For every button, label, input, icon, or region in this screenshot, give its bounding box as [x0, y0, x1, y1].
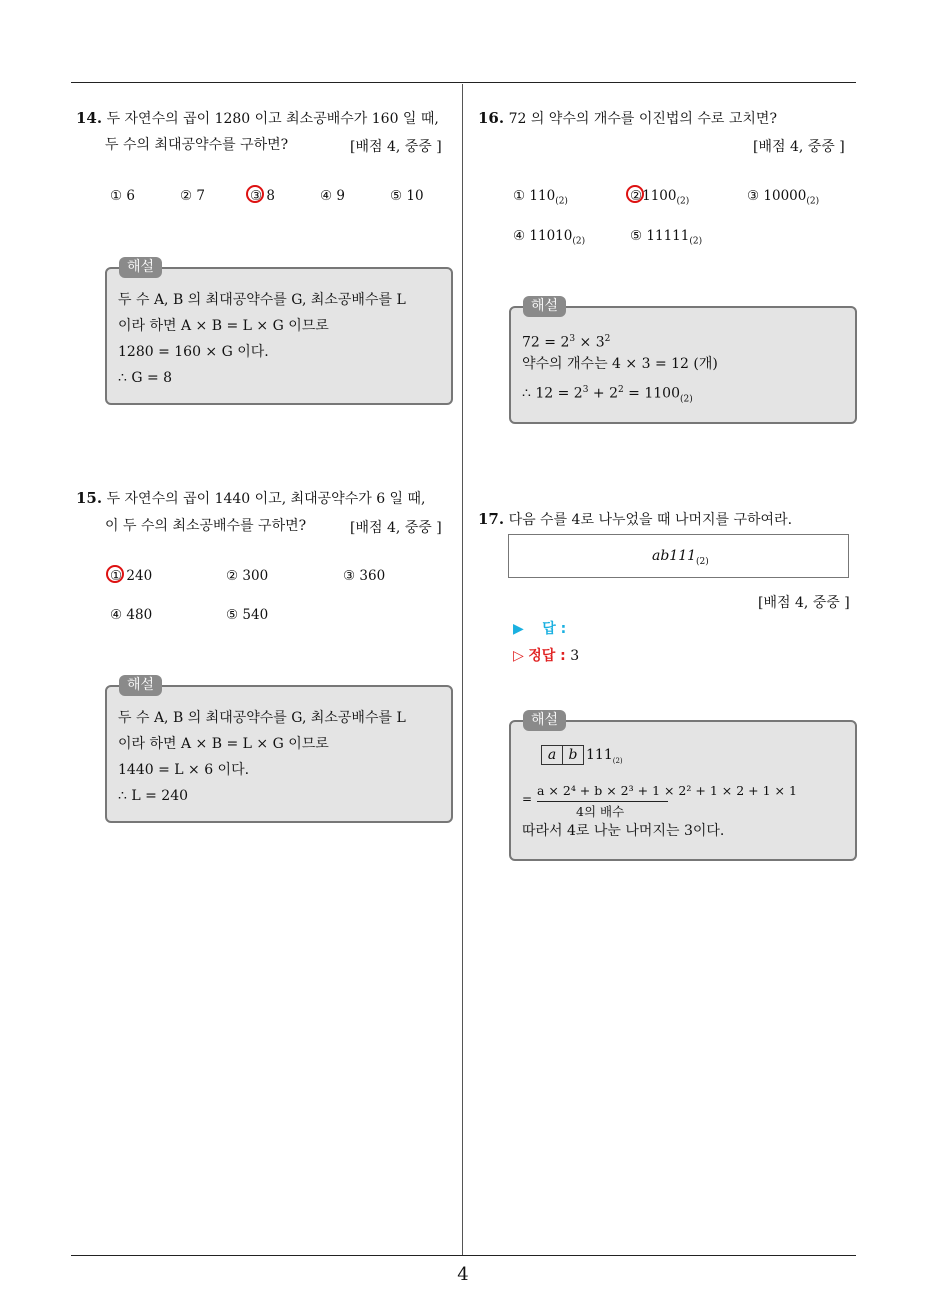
q16-option-4[interactable]: [513, 228, 585, 247]
q16-sol3-exp2: 2: [618, 385, 624, 395]
q14-option-1[interactable]: ① 6: [110, 188, 135, 204]
q14-number: 14.: [76, 109, 103, 127]
q15-number: 15.: [76, 489, 103, 507]
q15-text1: 두 자연수의 곱이 1440 이고, 최대공약수가 6 일 때,: [106, 491, 426, 507]
q17-expression: [652, 547, 709, 571]
q15-option-5[interactable]: ⑤ 540: [226, 607, 269, 623]
q17-score: [배점 4, 중중 ]: [758, 595, 850, 611]
q17-text1: 다음 수를 4로 나누었을 때 나머지를 구하여라.: [508, 512, 793, 528]
column-divider: [462, 84, 463, 1256]
q16-number: 16.: [478, 109, 505, 127]
q16-option-5-num: ⑤: [630, 228, 643, 244]
q16-option-2-base: (2): [676, 196, 690, 207]
answer-circle-icon: [106, 565, 124, 583]
q16-sol3-exp1: 3: [582, 385, 589, 395]
q16-sol-line2: 약수의 개수는 4 × 3 = 12 (개): [522, 356, 718, 372]
q16-sol3-base: (2): [680, 394, 693, 405]
q16-sol1-exp1: 3: [569, 334, 576, 344]
q16-solution-tag: 해설: [523, 296, 566, 317]
q15-option-4[interactable]: ④ 480: [110, 607, 153, 623]
q15-sol-line1: 두 수 A, B 의 최대공약수를 G, 최소공배수를 L: [118, 710, 406, 726]
top-rule: [71, 82, 856, 83]
q16-sol1-exp2: 2: [604, 334, 611, 344]
q16-option-1-base: (2): [555, 196, 568, 207]
q17-cell-base: (2): [612, 756, 623, 765]
q16-score: [배점 4, 중중 ]: [753, 139, 845, 155]
q16-line1: [478, 108, 777, 129]
q14-solution-tag: 해설: [119, 257, 162, 278]
q17-cell-tail: 111: [586, 747, 613, 763]
q16-option-2-num: ②: [630, 188, 643, 204]
q16-option-3-num: ③: [747, 188, 760, 204]
q17-conclusion: 따라서 4로 나눈 나머지는 3이다.: [522, 823, 725, 839]
q16-option-2[interactable]: [630, 188, 689, 207]
q16-option-1-num: ①: [513, 188, 526, 204]
q15-sol-line3: 1440 = L × 6 이다.: [118, 762, 250, 778]
q15-sol-line4: ∴ L = 240: [118, 788, 189, 804]
q14-option-3[interactable]: [250, 188, 275, 204]
q15-sol-line2: 이라 하면 A × B = L × G 이므로: [118, 736, 329, 752]
q17-cell-b: b: [562, 745, 584, 765]
q17-answer-row: [513, 620, 566, 638]
q16-sol-line3: [522, 381, 693, 408]
q14-line1: [76, 108, 439, 129]
q16-option-4-base: (2): [572, 236, 586, 247]
q17-expression-value: ab111: [652, 548, 697, 564]
q16-option-4-value: 11010: [529, 228, 573, 244]
q17-correct-value: 3: [570, 648, 580, 664]
q15-option-1[interactable]: [110, 568, 152, 584]
q14-text1: 두 자연수의 곱이 1280 이고 최소공배수가 160 일 때,: [106, 111, 439, 127]
q14-option-5[interactable]: ⑤ 10: [390, 188, 424, 204]
q17-cell-a: a: [541, 745, 563, 765]
q17-solution-tag: 해설: [523, 710, 566, 731]
q17-answer-label: 답 :: [542, 621, 567, 637]
q15-solution-tag: 해설: [119, 675, 162, 696]
q16-sol3-c: = 1100: [623, 385, 680, 402]
answer-circle-icon: [246, 185, 264, 203]
q16-option-4-num: ④: [513, 228, 526, 244]
q17-cells: [541, 745, 623, 770]
q15-option-3[interactable]: ③ 360: [343, 568, 386, 584]
q16-option-5-value: 11111: [646, 228, 690, 244]
q16-option-3-base: (2): [806, 196, 820, 207]
q16-sol1-b: × 3: [575, 334, 605, 351]
q14-score: [배점 4, 중중 ]: [350, 139, 442, 155]
q15-score: [배점 4, 중중 ]: [350, 520, 442, 536]
q14-sol-line3: 1280 = 160 × G 이다.: [118, 344, 269, 360]
q17-line1: [478, 509, 792, 530]
outline-arrow-icon: ▷: [513, 648, 524, 664]
q16-sol3-a: ∴ 12 = 2: [522, 385, 583, 402]
q14-option-2[interactable]: ② 7: [180, 188, 205, 204]
q15-option-2[interactable]: ② 300: [226, 568, 269, 584]
q15-line1: [76, 488, 426, 509]
q16-option-3[interactable]: [747, 188, 819, 207]
q16-option-5[interactable]: [630, 228, 702, 247]
q16-option-5-base: (2): [689, 236, 703, 247]
play-arrow-icon: ▶: [513, 621, 524, 637]
q16-sol3-b: + 2: [588, 385, 618, 402]
q14-sol-line2: 이라 하면 A × B = L × G 이므로: [118, 318, 329, 334]
bottom-rule: [71, 1255, 856, 1256]
q14-text2: 두 수의 최대공약수를 구하면?: [105, 137, 289, 153]
q17-denominator: 4의 배수: [576, 804, 625, 819]
q17-eq-sign: =: [522, 792, 533, 806]
page-number: 4: [457, 1264, 469, 1285]
q14-sol-line4: ∴ G = 8: [118, 370, 173, 386]
q16-option-2-value: 1100: [642, 188, 677, 204]
q16-sol-line1: [522, 330, 610, 352]
answer-circle-icon: [626, 185, 644, 203]
q17-numerator: a × 2⁴ + b × 2³ + 1 × 2² + 1 × 2 + 1 × 1: [537, 782, 668, 802]
q17-expression-base: (2): [696, 556, 709, 567]
q17-correct-label: 정답 :: [528, 648, 566, 664]
q16-sol1-a: 72 = 2: [522, 334, 570, 351]
q16-text1: 72 의 약수의 개수를 이진법의 수로 고치면?: [508, 111, 777, 127]
q16-option-3-value: 10000: [763, 188, 807, 204]
q15-text2: 이 두 수의 최소공배수를 구하면?: [105, 518, 307, 534]
q14-sol-line1: 두 수 A, B 의 최대공약수를 G, 최소공배수를 L: [118, 292, 406, 308]
q17-number: 17.: [478, 510, 505, 528]
q16-option-1-value: 110: [529, 188, 556, 204]
q14-option-3-label: ③ 8: [250, 188, 275, 204]
q15-option-1-label: ① 240: [110, 568, 153, 584]
q14-option-4[interactable]: ④ 9: [320, 188, 345, 204]
q17-correct-row: [513, 647, 579, 665]
q16-option-1[interactable]: [513, 188, 568, 207]
